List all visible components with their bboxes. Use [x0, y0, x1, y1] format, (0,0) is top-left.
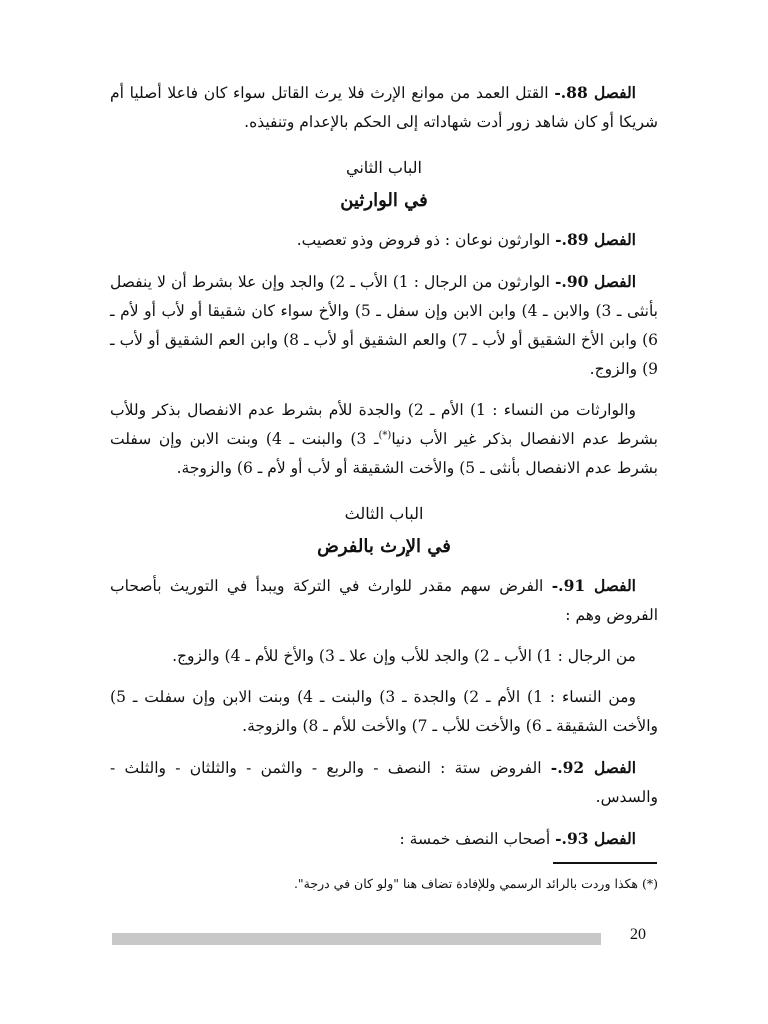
page-body	[110, 78, 658, 866]
article-89-label: الفصل 89.-	[555, 230, 636, 249]
article-88	[110, 78, 658, 137]
article-90-label: الفصل 90.-	[555, 272, 637, 291]
article-90-text: الوارثون من الرجال : 1) الأب ـ 2) والجد وإن علا بشرط أن لا ينفصل بأنثى ـ 3) والابن ـ 4) وابن الابن وإن سفل ـ 5) والأخ سواء كان شقيقا أو لأب أو لأم ـ 6) وابن الأخ الشقيق أو لأب ـ 7) والعم الشقيق أو لأب ـ 8) وابن العم الشقيق أو لأب ـ 9) والزوج.	[110, 273, 658, 378]
page-number: 20	[630, 926, 646, 943]
article-93-label: الفصل 93.-	[555, 829, 636, 848]
article-91-label: الفصل 91.-	[551, 576, 636, 595]
chapter-3-title: الباب الثالث	[344, 504, 424, 523]
article-89	[110, 225, 658, 255]
article-92-text: الفروض ستة : النصف - والربع - والثمن - والثلثان - والثلث - والسدس.	[110, 759, 658, 806]
article-88-label: الفصل 88.-	[554, 83, 636, 102]
article-92	[110, 753, 658, 812]
article-93	[110, 824, 658, 854]
article-93-text: أصحاب النصف خمسة :	[399, 830, 551, 848]
article-90-women	[110, 396, 658, 483]
article-91-men: من الرجال : 1) الأب ـ 2) والجد للأب وإن علا ـ 3) والأخ للأم ـ 4) والزوج.	[172, 647, 636, 665]
footnote-marker: (*)	[378, 429, 392, 441]
footer-bar	[112, 933, 601, 945]
article-90-women-text-b: ـ 3) والبنت ـ 4) وبنت الابن وإن سفلت بشرط عدم الانفصال بأنثى ـ 5) والأخت الشقيقة أو لأب أو لأم ـ 6) والزوجة.	[110, 430, 658, 477]
footnote: (*) هكذا وردت بالرائد الرسمي وللإفادة تضاف هنا "ولو كان في درجة".	[293, 876, 658, 891]
footnote-divider	[553, 862, 657, 864]
article-92-label: الفصل 92.-	[550, 758, 636, 777]
article-91-women: ومن النساء : 1) الأم ـ 2) والجدة ـ 3) والبنت ـ 4) وبنت الابن وإن سفلت ـ 5) والأخت الشقيقة ـ 6) والأخت للأب ـ 7) والأخت للأم ـ 8) والزوجة.	[110, 688, 658, 735]
article-91-text: الفرض سهم مقدر للوارث في التركة ويبدأ في التوريث بأصحاب الفروض وهم :	[110, 577, 658, 624]
article-90-women-text-a: والوارثات من النساء : 1) الأم ـ 2) والجدة للأم بشرط عدم الانفصال بذكر وللأب بشرط عدم الانفصال بذكر غير الأب دنيا	[110, 401, 658, 448]
article-91	[110, 571, 658, 630]
article-89-text: الوارثون نوعان : ذو فروض وذو تعصيب.	[296, 231, 551, 249]
article-88-text: القتل العمد من موانع الإرث فلا يرث القاتل سواء كان فاعلا أصليا أم شريكا أو كان شاهد زور أدت شهاداته إلى الحكم بالإعدام وتنفيذه.	[110, 84, 658, 131]
chapter-2-title: الباب الثاني	[346, 158, 422, 177]
chapter-3-subtitle: في الإرث بالفرض	[317, 536, 451, 557]
article-90	[110, 267, 658, 384]
chapter-2-subtitle: في الوارثين	[340, 190, 428, 211]
